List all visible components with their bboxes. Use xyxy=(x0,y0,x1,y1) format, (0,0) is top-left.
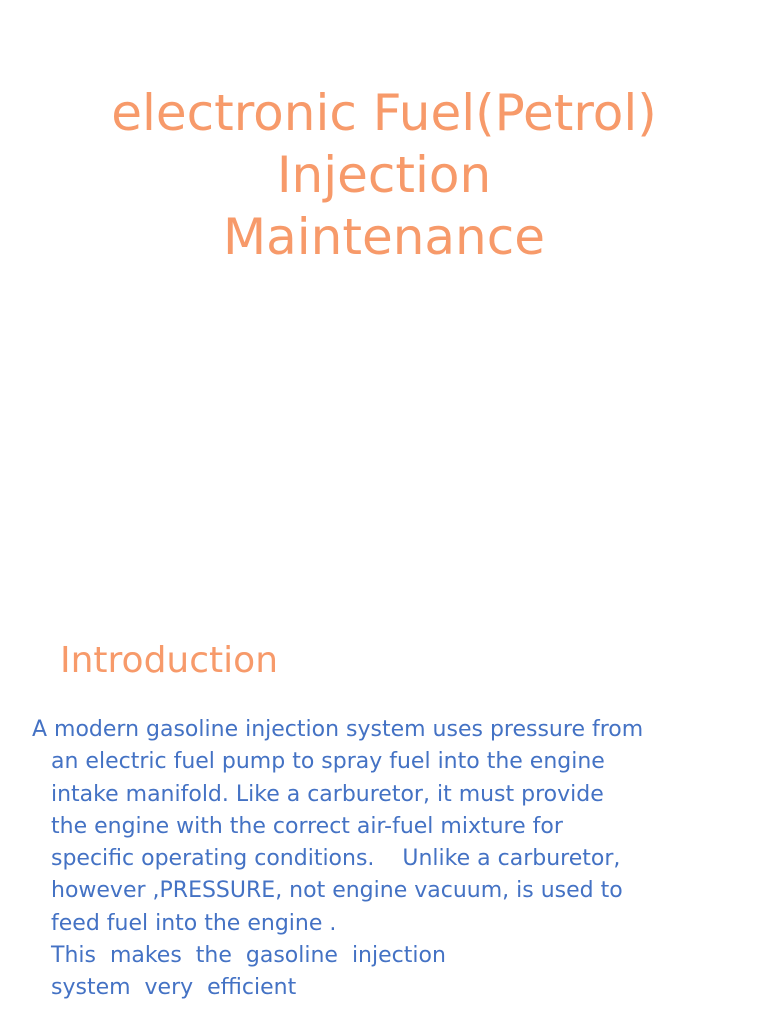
slide-title xyxy=(0,82,768,268)
paragraph-line-7: feed fuel into the engine . xyxy=(51,910,337,936)
paragraph-line-2: an electric fuel pump to spray fuel into the engine xyxy=(51,749,605,775)
paragraph-line-3: intake manifold. Like a carburetor, it must provide xyxy=(51,781,604,807)
paragraph-line-1: A modern gasoline injection system uses pressure from xyxy=(32,717,644,742)
slide-title-line-2: Injection xyxy=(276,146,492,204)
slide-title-line-3: Maintenance xyxy=(223,208,545,266)
paragraph-line-4: the engine with the correct air-fuel mixture for xyxy=(51,813,563,839)
paragraph-line-6: however ,PRESSURE, not engine vacuum, is used to xyxy=(51,878,623,904)
slide-title-line-1: electronic Fuel(Petrol) xyxy=(111,84,657,142)
section-heading: Introduction xyxy=(60,640,279,681)
paragraph-line-5: specific operating conditions. Unlike a carburetor, xyxy=(51,846,621,872)
paragraph-line-8: This makes the gasoline injection xyxy=(51,943,446,969)
paragraph-line-9: system very efficient xyxy=(51,975,297,1001)
intro-paragraph xyxy=(32,714,732,1005)
